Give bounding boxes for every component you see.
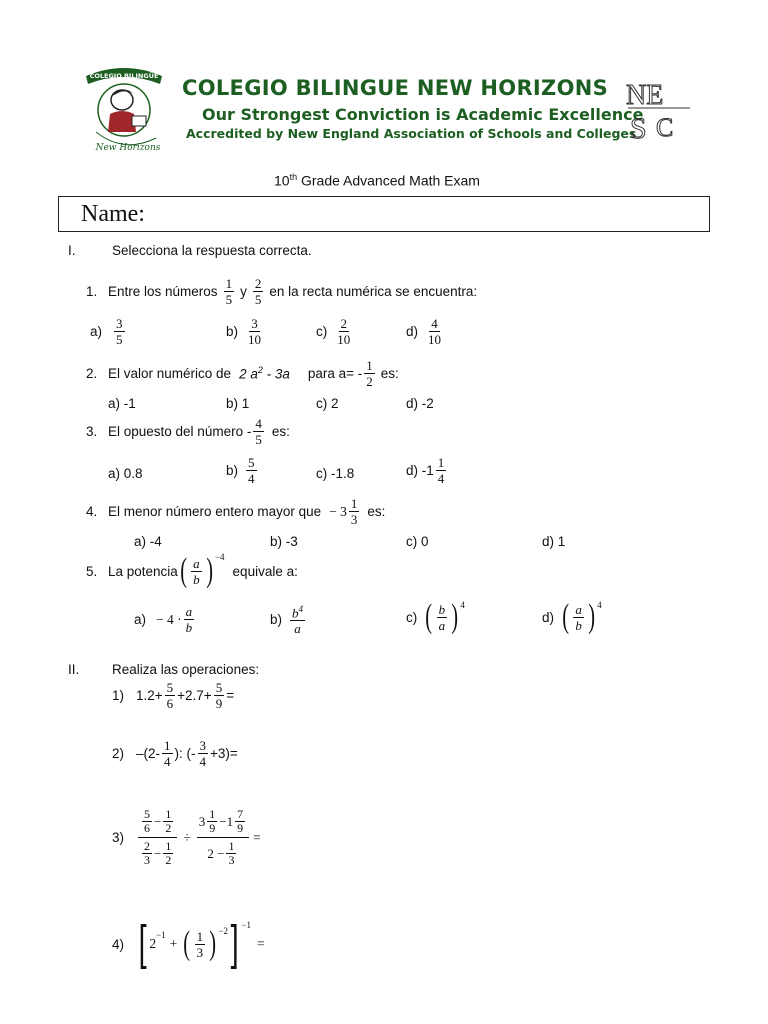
q3-option-c[interactable]: c) -1.8 bbox=[316, 466, 355, 481]
accreditation-text: Accredited by New England Association of Schools and Colleges bbox=[186, 126, 637, 141]
svg-text:NE: NE bbox=[626, 80, 664, 111]
q1-option-b[interactable]: b) $\frac{3}{10}$ bbox=[226, 316, 262, 347]
q5-option-a[interactable]: a) − 4 · $\frac{a}{b}$ bbox=[134, 604, 193, 635]
name-field-box[interactable] bbox=[58, 196, 710, 232]
q4-option-a[interactable]: a) -4 bbox=[134, 534, 162, 549]
q2-option-a[interactable]: a) -1 bbox=[108, 396, 136, 411]
q2-option-d[interactable]: d) -2 bbox=[406, 396, 434, 411]
q3-option-a[interactable]: a) 0.8 bbox=[108, 466, 143, 481]
q5-option-d[interactable]: d) ( $\frac{a}{b}$ ) $^4$ bbox=[542, 598, 602, 635]
q2-option-c[interactable]: c) 2 bbox=[316, 396, 339, 411]
q5-option-c[interactable]: c) ( $\frac{b}{a}$ ) $^4$ bbox=[406, 598, 465, 635]
section-2-title: Realiza las operaciones: bbox=[112, 662, 260, 677]
operation-3: 3) $\frac{5}{6}$ − $\frac{1}{2}$ $\frac{2}{3}$ − $\frac{1}{2}$ ÷ 3 $\frac{1}{9}$ −1 $\frac{7}{9}$ 2 − $\frac{1}{3}$ = bbox=[112, 807, 261, 867]
q4-option-b[interactable]: b) -3 bbox=[270, 534, 298, 549]
neasc-logo bbox=[624, 78, 694, 144]
school-motto: Our Strongest Conviction is Academic Excellence bbox=[202, 105, 644, 124]
exam-title: 10th Grade Advanced Math Exam bbox=[274, 172, 480, 189]
logo-script-text: New Horizons bbox=[95, 143, 161, 153]
section-1-title: Selecciona la respuesta correcta. bbox=[112, 243, 312, 258]
question-4: 4. El menor número entero mayor que − 3 $\frac{1}{3}$ es: bbox=[86, 496, 386, 527]
q1-option-a[interactable]: a) $\frac{3}{5}$ bbox=[90, 316, 123, 347]
q3-option-d[interactable]: d) -1 $\frac{1}{4}$ bbox=[406, 455, 445, 486]
school-title: COLEGIO BILINGUE NEW HORIZONS bbox=[182, 76, 609, 100]
q2-option-b[interactable]: b) 1 bbox=[226, 396, 250, 411]
q5-option-b[interactable]: b) $\frac{b^4}{a}$ bbox=[270, 604, 304, 637]
question-1: 1. Entre los números $\frac{1}{5}$ y $\frac{2}{5}$ en la recta numérica se encuentra: bbox=[86, 276, 478, 307]
operation-1: 1) 1.2+ $\frac{5}{6}$ +2.7+ $\frac{5}{9}$ = bbox=[112, 680, 235, 711]
section-2-number: II. bbox=[68, 662, 80, 677]
question-5: 5. La potencia ( $\frac{a}{b}$ ) $^{-4}$ equivale a: bbox=[86, 552, 298, 589]
operation-2: 2) –(2- $\frac{1}{4}$ ): (- $\frac{3}{4}$ +3)= bbox=[112, 738, 238, 769]
question-2: 2. El valor numérico de 2 $a^2 - 3a$ para a= - $\frac{1}{2}$ es: bbox=[86, 358, 399, 389]
name-label: Name: bbox=[81, 201, 145, 227]
svg-text:S: S bbox=[630, 112, 647, 144]
section-1-number: I. bbox=[68, 243, 76, 258]
q1-option-d[interactable]: d) $\frac{4}{10}$ bbox=[406, 316, 442, 347]
school-logo bbox=[76, 62, 172, 158]
q4-option-c[interactable]: c) 0 bbox=[406, 534, 429, 549]
operation-4: 4) [ 2 $^{-1}$ + ( $\frac{1}{3}$ ) $^{-2}$ ] $^{-1}$ = bbox=[112, 917, 265, 970]
q4-option-d[interactable]: d) 1 bbox=[542, 534, 566, 549]
svg-text:C: C bbox=[656, 113, 674, 142]
q1-option-c[interactable]: c) $\frac{2}{10}$ bbox=[316, 316, 351, 347]
q3-option-b[interactable]: b) $\frac{5}{4}$ bbox=[226, 455, 255, 486]
question-3: 3. El opuesto del número - $\frac{4}{5}$ es: bbox=[86, 416, 290, 447]
logo-ring-text: COLEGIO BILINGÜE bbox=[89, 72, 159, 80]
